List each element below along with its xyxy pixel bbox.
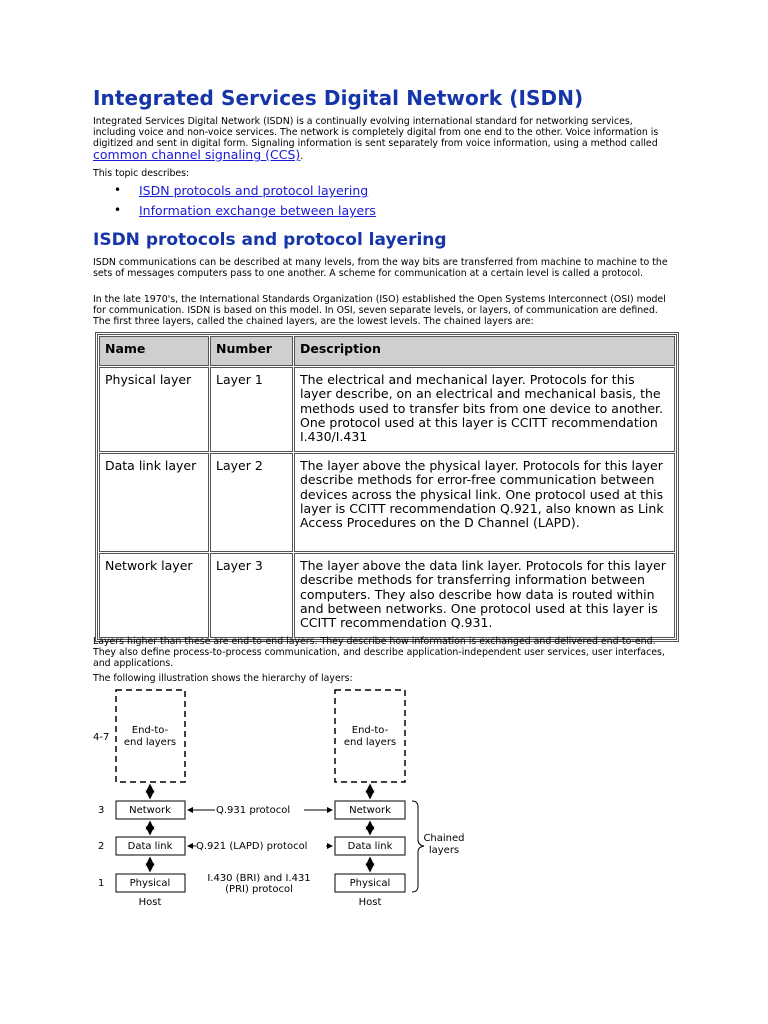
cell-description: The electrical and mechanical layer. Protocols for this layer describe, on an electrical and mechanical basis, the methods used to transfer bits from one device to another. One protocol used at this layer is CCITT recommendation I.430/I.431 xyxy=(294,367,675,452)
left-host-label: Host xyxy=(138,897,162,908)
left-end-to-end-box xyxy=(116,690,185,782)
osi-paragraph: In the late 1970's, the International Standards Organization (ISO) established the Open Systems Interconnect (OSI) model for communication. ISDN is based on this model. In OSI, seven separate levels, or layers, of communication are defined. The first three layers, called the chained layers, are the lowest levels. The chained layers are: xyxy=(93,294,666,327)
header-name: Name xyxy=(99,336,209,366)
cell-description: The layer above the physical layer. Protocols for this layer describe methods for error-free communication between devices across the physical link. One protocol used at this layer is CCITT recommendation Q.921, also known as Link Access Procedures on the D Channel (LAPD). xyxy=(294,453,675,552)
ccs-link[interactable]: common channel signaling (CCS) xyxy=(93,147,301,162)
cell-number: Layer 1 xyxy=(210,367,293,452)
section-heading: ISDN protocols and protocol layering xyxy=(93,230,447,250)
i430-protocol-label-2: (PRI) protocol xyxy=(225,884,293,895)
cell-number: Layer 2 xyxy=(210,453,293,552)
chained-layers-brace xyxy=(412,801,424,892)
right-network-label: Network xyxy=(349,805,391,816)
left-data-link-label: Data link xyxy=(127,841,173,852)
cell-name: Data link layer xyxy=(99,453,209,552)
cell-name: Physical layer xyxy=(99,367,209,452)
illustration-intro: The following illustration shows the hierarchy of layers: xyxy=(93,673,353,684)
level-1-label: 1 xyxy=(98,878,105,889)
right-end-to-end-label-1: End-to- xyxy=(351,725,389,736)
left-end-to-end-label-1: End-to- xyxy=(131,725,169,736)
chained-layers-label-2: layers xyxy=(428,845,460,856)
level-3-label: 3 xyxy=(98,805,105,816)
end-to-end-paragraph: Layers higher than these are end-to-end layers. They describe how information is exchanged and delivered end-to-end. They also define process-to-process communication, and describe application-independent user services, user interfaces, and applications. xyxy=(93,636,665,669)
cell-name: Network layer xyxy=(99,553,209,638)
header-number: Number xyxy=(210,336,293,366)
bullet-icon: • xyxy=(114,203,122,217)
q921-protocol-label: Q.921 (LAPD) protocol xyxy=(196,841,308,852)
left-physical-label: Physical xyxy=(129,878,171,889)
bullet-icon: • xyxy=(114,183,122,197)
cell-number: Layer 3 xyxy=(210,553,293,638)
q931-protocol-label: Q.931 protocol xyxy=(216,805,291,816)
level-2-label: 2 xyxy=(98,841,105,852)
right-data-link-label: Data link xyxy=(347,841,393,852)
topic-link-information-exchange[interactable]: Information exchange between layers xyxy=(139,203,376,218)
i430-protocol-label-1: I.430 (BRI) and I.431 xyxy=(207,873,311,884)
right-host-label: Host xyxy=(358,897,382,908)
topic-intro: This topic describes: xyxy=(93,168,190,179)
cell-description: The layer above the data link layer. Protocols for this layer describe methods for transferring information between computers. They also describe how data is routed within and between networks. One protocol used at this layer is CCITT recommendation Q.931. xyxy=(294,553,675,638)
page-title: Integrated Services Digital Network (ISDN) xyxy=(93,86,584,110)
topic-link-protocols[interactable]: ISDN protocols and protocol layering xyxy=(139,183,369,198)
left-network-label: Network xyxy=(129,805,171,816)
right-physical-label: Physical xyxy=(349,878,391,889)
chained-layers-label-1: Chained xyxy=(423,833,465,844)
left-end-to-end-label-2: end layers xyxy=(123,737,177,748)
level-4-7-label: 4-7 xyxy=(93,732,110,743)
intro-text: Integrated Services Digital Network (ISDN) is a continually evolving international standard for networking services, including voice and non-voice services. The network is completely digital from one end to the other. Voice information is digitized and sent in digital form. Signaling information is sent separately from voice information, using a method called xyxy=(93,116,659,149)
protocol-paragraph: ISDN communications can be described at many levels, from the way bits are transferred from machine to machine to the sets of messages computers pass to one another. A scheme for communication at a certain level is called a protocol. xyxy=(93,257,668,279)
right-end-to-end-label-2: end layers xyxy=(343,737,397,748)
intro-end: . xyxy=(300,151,304,162)
right-end-to-end-box xyxy=(335,690,405,782)
header-description: Description xyxy=(294,336,675,366)
